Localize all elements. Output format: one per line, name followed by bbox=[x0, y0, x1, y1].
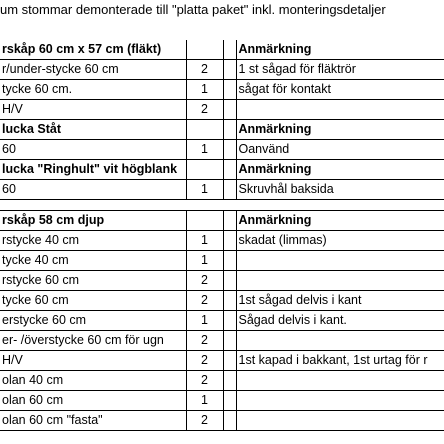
quantity-cell bbox=[186, 211, 223, 231]
empty-cell bbox=[223, 120, 236, 140]
remark-cell: sågat för kontakt bbox=[236, 80, 444, 100]
empty-cell bbox=[223, 331, 236, 351]
section-header-row bbox=[0, 211, 444, 231]
table-row bbox=[0, 411, 444, 431]
empty-cell bbox=[223, 60, 236, 80]
item-name-cell: rskåp 60 cm x 57 cm (fläkt) bbox=[0, 40, 186, 60]
quantity-cell: 1 bbox=[186, 140, 223, 160]
quantity-cell: 2 bbox=[186, 351, 223, 371]
quantity-cell: 2 bbox=[186, 291, 223, 311]
remark-cell: Sågad delvis i kant. bbox=[236, 311, 444, 331]
quantity-cell: 1 bbox=[186, 180, 223, 200]
remark-cell bbox=[236, 371, 444, 391]
empty-cell bbox=[223, 200, 236, 211]
item-name-cell: tycke 40 cm bbox=[0, 251, 186, 271]
remark-cell bbox=[236, 331, 444, 351]
item-name-cell bbox=[0, 200, 186, 211]
empty-cell bbox=[223, 40, 236, 60]
item-name-cell: tycke 60 cm. bbox=[0, 80, 186, 100]
item-name-cell: erstycke 60 cm bbox=[0, 311, 186, 331]
item-name-cell: 60 bbox=[0, 140, 186, 160]
quantity-cell bbox=[186, 200, 223, 211]
remark-cell bbox=[236, 100, 444, 120]
table-row bbox=[0, 351, 444, 371]
remark-cell: Anmärkning bbox=[236, 160, 444, 180]
remark-cell: Oanvänd bbox=[236, 140, 444, 160]
quantity-cell bbox=[186, 160, 223, 180]
remark-cell: 1st sågad delvis i kant bbox=[236, 291, 444, 311]
empty-cell bbox=[223, 180, 236, 200]
empty-cell bbox=[223, 100, 236, 120]
empty-cell bbox=[223, 231, 236, 251]
table-row bbox=[0, 371, 444, 391]
quantity-cell: 1 bbox=[186, 251, 223, 271]
empty-cell bbox=[223, 140, 236, 160]
remark-cell bbox=[236, 271, 444, 291]
inventory-table bbox=[0, 40, 444, 431]
table-row bbox=[0, 180, 444, 200]
item-name-cell: H/V bbox=[0, 100, 186, 120]
item-name-cell: lucka "Ringhult" vit högblank bbox=[0, 160, 186, 180]
item-name-cell: rstycke 60 cm bbox=[0, 271, 186, 291]
quantity-cell: 2 bbox=[186, 331, 223, 351]
inventory-table-body bbox=[0, 40, 444, 431]
remark-cell: Anmärkning bbox=[236, 211, 444, 231]
item-name-cell: olan 60 cm bbox=[0, 391, 186, 411]
remark-cell: Anmärkning bbox=[236, 40, 444, 60]
table-row bbox=[0, 391, 444, 411]
item-name-cell: r/under-stycke 60 cm bbox=[0, 60, 186, 80]
table-row bbox=[0, 140, 444, 160]
quantity-cell bbox=[186, 120, 223, 140]
item-name-cell: 60 bbox=[0, 180, 186, 200]
empty-cell bbox=[223, 80, 236, 100]
item-name-cell: rstycke 40 cm bbox=[0, 231, 186, 251]
empty-cell bbox=[223, 391, 236, 411]
item-name-cell: rskåp 58 cm djup bbox=[0, 211, 186, 231]
sheet-header-text: um stommar demonterade till "platta paket" inkl. monteringsdetaljer bbox=[0, 2, 386, 17]
quantity-cell: 1 bbox=[186, 80, 223, 100]
empty-cell bbox=[223, 291, 236, 311]
remark-cell: skadat (limmas) bbox=[236, 231, 444, 251]
quantity-cell: 2 bbox=[186, 100, 223, 120]
empty-cell bbox=[223, 371, 236, 391]
remark-cell: 1st kapad i bakkant, 1st urtag för r bbox=[236, 351, 444, 371]
table-row bbox=[0, 251, 444, 271]
remark-cell: Anmärkning bbox=[236, 120, 444, 140]
remark-cell bbox=[236, 200, 444, 211]
item-name-cell: er- /överstycke 60 cm för ugn bbox=[0, 331, 186, 351]
table-row bbox=[0, 331, 444, 351]
empty-cell bbox=[223, 211, 236, 231]
quantity-cell: 2 bbox=[186, 271, 223, 291]
item-name-cell: lucka Ståt bbox=[0, 120, 186, 140]
remark-cell: Skruvhål baksida bbox=[236, 180, 444, 200]
section-header-row bbox=[0, 160, 444, 180]
table-row bbox=[0, 100, 444, 120]
quantity-cell: 2 bbox=[186, 60, 223, 80]
empty-cell bbox=[223, 251, 236, 271]
table-row bbox=[0, 80, 444, 100]
remark-cell bbox=[236, 391, 444, 411]
table-row bbox=[0, 311, 444, 331]
quantity-cell: 2 bbox=[186, 411, 223, 431]
empty-cell bbox=[223, 160, 236, 180]
quantity-cell: 1 bbox=[186, 311, 223, 331]
section-header-row bbox=[0, 40, 444, 60]
quantity-cell: 2 bbox=[186, 371, 223, 391]
empty-cell bbox=[223, 411, 236, 431]
section-header-row bbox=[0, 120, 444, 140]
remark-cell: 1 st sågad för fläktrör bbox=[236, 60, 444, 80]
table-row bbox=[0, 271, 444, 291]
table-row bbox=[0, 291, 444, 311]
item-name-cell: tycke 60 cm bbox=[0, 291, 186, 311]
spacer-row bbox=[0, 200, 444, 211]
empty-cell bbox=[223, 351, 236, 371]
table-row bbox=[0, 60, 444, 80]
table-row bbox=[0, 231, 444, 251]
quantity-cell: 1 bbox=[186, 391, 223, 411]
item-name-cell: olan 40 cm bbox=[0, 371, 186, 391]
empty-cell bbox=[223, 271, 236, 291]
remark-cell bbox=[236, 411, 444, 431]
item-name-cell: olan 60 cm "fasta" bbox=[0, 411, 186, 431]
empty-cell bbox=[223, 311, 236, 331]
quantity-cell: 1 bbox=[186, 231, 223, 251]
quantity-cell bbox=[186, 40, 223, 60]
remark-cell bbox=[236, 251, 444, 271]
item-name-cell: H/V bbox=[0, 351, 186, 371]
